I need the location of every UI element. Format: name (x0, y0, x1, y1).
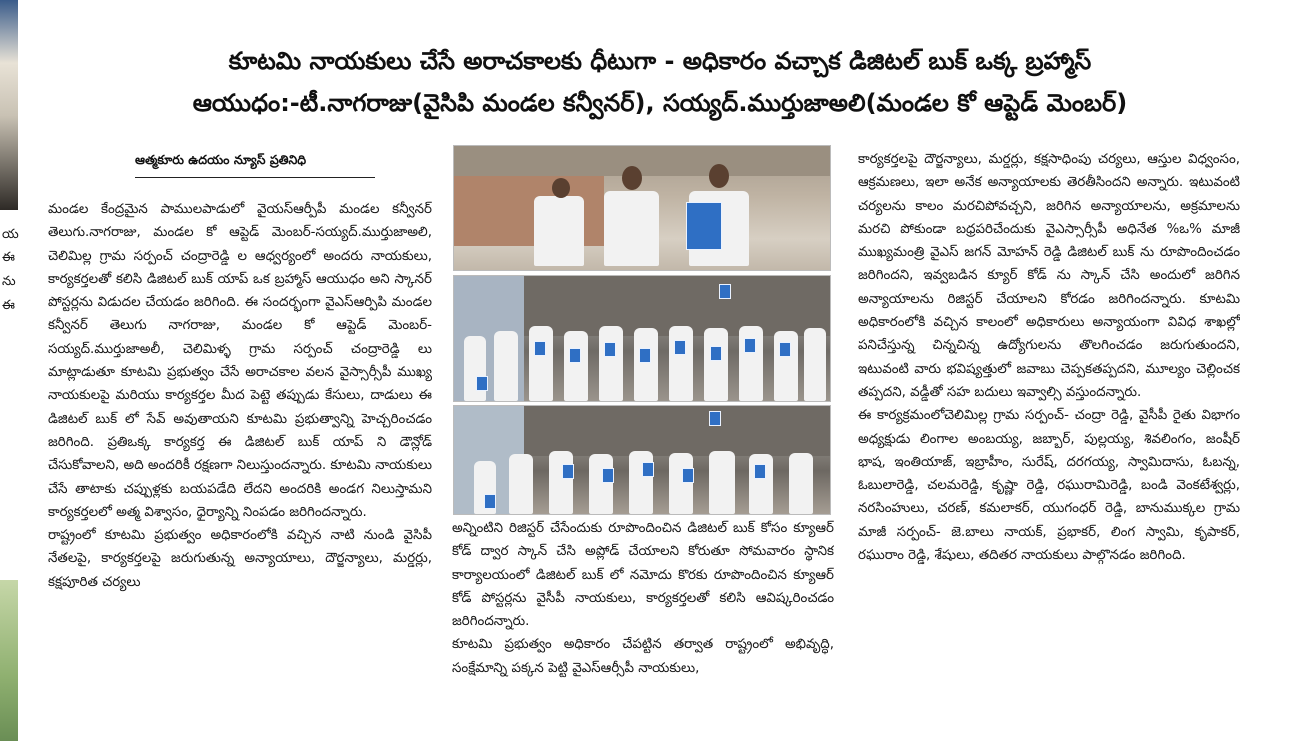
adjacent-text-fragment: ను (2, 274, 16, 289)
adjacent-article-strip (0, 0, 20, 741)
photo-group-with-posters-2 (453, 405, 831, 515)
column-3-paragraph: ఈ కార్యక్రమంలోచెలిమిల్ల గ్రామ సర్పంచ్- చంద్రా రెడ్డి, వైసీపీ రైతు విభాగం అధ్యక్షుడు లింగాల అంబయ్య, జబ్బార్, పుల్లయ్య, శివలింగం, జంషీర్ భాష, ఇంతియాజ్, ఇబ్రాహీం, సురేష్, దరగయ్య, స్వామిదాసు, ఓబన్న, ఓబులారెడ్డి, చలమరెడ్డి, కృష్ణా రెడ్డి, రఘురామిరెడ్డి, బండి వెంకటేశ్వర్లు, నరసింహులు, చరణ్, కమలాకర్, యుగంధర్ రెడ్డి, బానుముక్కల గ్రామ మాజీ సర్పంచ్- జె.బాలు నాయక్, ప్రభాకర్, లింగ స్వామి, కృపాకర్, రఘురాం రెడ్డి, శేషులు, తదితర నాయకులు పాల్గొనడం జరిగింది. (858, 408, 1240, 564)
adjacent-text-fragment: ఈ (2, 298, 15, 313)
article-headline (40, 40, 1280, 124)
column-3-paragraph: కార్యకర్తలపై దౌర్జన్యాలు, మర్డర్లు, కక్షసాధింపు చర్యలు, ఆస్తుల విధ్వంసం, ఆక్రమణలు, ఇలా అనేక అన్యాయాలకు తెరతీసిందని అన్నారు. ఇటువంటి చర్యలను కాలం మరచిపోవచ్చని, జరిగిన అన్యాయాలను, అక్రమాలను మరచి పోకుండా బధ్రపరిచేందుకు వైఎస్సార్సీపీ అధినేత %ఒ% మాజీ ముఖ్యమంత్రి వైఎస్ జగన్ మోహన్ రెడ్డి డిజిటల్ బుక్ ను రూపొందించడం జరిగిందని, ఇవ్వబడిన క్యూర్ కోడ్ ను స్కాన్ చేసి అందులో జరిగిన అన్యాయాలను రిజిస్టర్ చేయాలని కోరడం జరిగిందన్నారు. కూటమి అధికారంలోకి వచ్చిన కాలంలో అధికారులు అన్యాయంగా వివిధ శాఖల్లో పనిచేస్తున్న చిన్నచిన్న ఉద్యోగులను తొలగించడం జరుగుతుందని, ఇటువంటి వారు భవిష్యత్తులో జవాబు చెప్పకతప్పదని, మూల్యం చెల్లించక తప్పదని, వడ్డీతో సహ బదులు ఇవ్వాల్సి వస్తుందన్నారు. (858, 152, 1240, 400)
article-column-1 (48, 198, 432, 718)
headline-line-2: ఆయుధం:-టీ.నాగరాజు(వైసిపి మండల కన్వీనర్), సయ్యద్.ముర్తుజాఅలి(మండల కో ఆప్టెడ్ మెంబర్) (192, 89, 1128, 117)
adjacent-text-fragment: య (2, 227, 19, 242)
headline-line-1: కూటమి నాయకులు చేసే అరాచకాలకు ధీటుగా - అధికారం వచ్చాక డిజిటల్ బుక్ ఒక్క బ్రహ్మాస్ (228, 47, 1092, 75)
column-2-paragraph: అన్నింటిని రిజిస్టర్ చేసేందుకు రూపొందించిన డిజిటల్ బుక్ కోసం క్యూఆర్ కోడ్ ద్వార స్కాన్ చేసి అప్లోడ్ చేయాలని కోరుతూ సోమవారం స్థానిక కార్యాలయంలో డిజిటల్ బుక్ లో నమోదు కొరకు రూపొందించిన క్యూఆర్ కోడ్ పోస్టర్లను వైసీపీ నాయకులు, కార్యకర్తలతో కలిసి ఆవిష్కరించడం జరిగిందన్నారు. (452, 521, 834, 630)
article-column-3 (858, 148, 1240, 723)
column-1-paragraph: రాష్ట్రంలో కూటమి ప్రభుత్వం అధికారంలోకి వచ్చిన నాటి నుండి వైసిపీ నేతలపై, కార్యకర్తలపై జరుగుతున్న అన్యాయాలు, దౌర్జన్యాలు, మర్డర్లు, కక్షపూరిత చర్యలు (48, 528, 432, 590)
article-column-2 (452, 517, 834, 722)
adjacent-text-fragment: ఈ (2, 250, 15, 265)
adjacent-photo-field (0, 580, 18, 741)
column-1-paragraph: మండల కేంద్రమైన పాములపాడులో వైయస్ఆర్పీపీ మండల కన్వీనర్ తెలుగు.నాగరాజు, మండల కో ఆప్టెడ్ మెంబర్-సయ్యద్.ముర్తుజాఅలి, చెలిమిల్ల గ్రామ సర్పంచ్ చంద్రారెడ్డి ల ఆధ్వర్యంలో అందరు నాయకులు, కార్యకర్తలతో కలిసి డిజిటల్ బుక్ యాప్ ఒక బ్రహ్మాస్ ఆయుధం అని స్కానర్ పోస్టర్లను విడుదల చేయడం జరిగింది. ఈ సందర్భంగా వైఎస్ఆర్పిపి మండల కన్వీనర్ తెలుగు నాగరాజు, మండల కో ఆప్టెడ్ మెంబర్-సయ్యద్.ముర్తుజాఅలీ, చెలిమిళ్ళ గ్రామ సర్పంచ్ చంద్రారెడ్డి లు మాట్లాడుతూ కూటమి ప్రభుత్వం చేసే అరాచకాల వలన వైస్సార్సీపీ ముఖ్య నాయకులపై మరియు కార్యకర్తల మీద పెట్టె తప్పుడు కేసులు, దాడులు ఈ డిజిటల్ బుక్ లో సేవ్ అవుతాయని కూటమి ప్రభుత్వాన్ని హెచ్చరించడం జరిగింది. ప్రతిఒక్క కార్యకర్త ఈ డిజిటల్ బుక్ యాప్ ని డౌన్లోడ్ చేసుకోవాలని, అది అందరికీ రక్షణగా నిలుస్తుందన్నారు. కూటమి నాయకులు చేసే తాటాకు చప్పుళ్లకు బయపడేది లేదని అందరికి అండగ నిలుస్తామని కార్యకర్తలలో అత్మ విశ్వాసం, ధైర్యాన్ని నింపడం జరిగిందన్నారు. (48, 202, 432, 520)
adjacent-photo (0, 0, 18, 210)
photo-group-with-posters-1 (453, 275, 831, 402)
photo-leaders-with-poster (453, 145, 831, 271)
column-2-paragraph: కూటమి ప్రభుత్వం అధికారం చేపట్టిన తర్వాత రాష్ట్రంలో అభివృద్ధి, సంక్షేమాన్ని పక్కన పెట్టి వైఎస్ఆర్సీపీ నాయకులు, (452, 637, 834, 676)
article-byline: ఆత్మకూరు ఉదయం న్యూస్ ప్రతినిధి (135, 152, 375, 178)
